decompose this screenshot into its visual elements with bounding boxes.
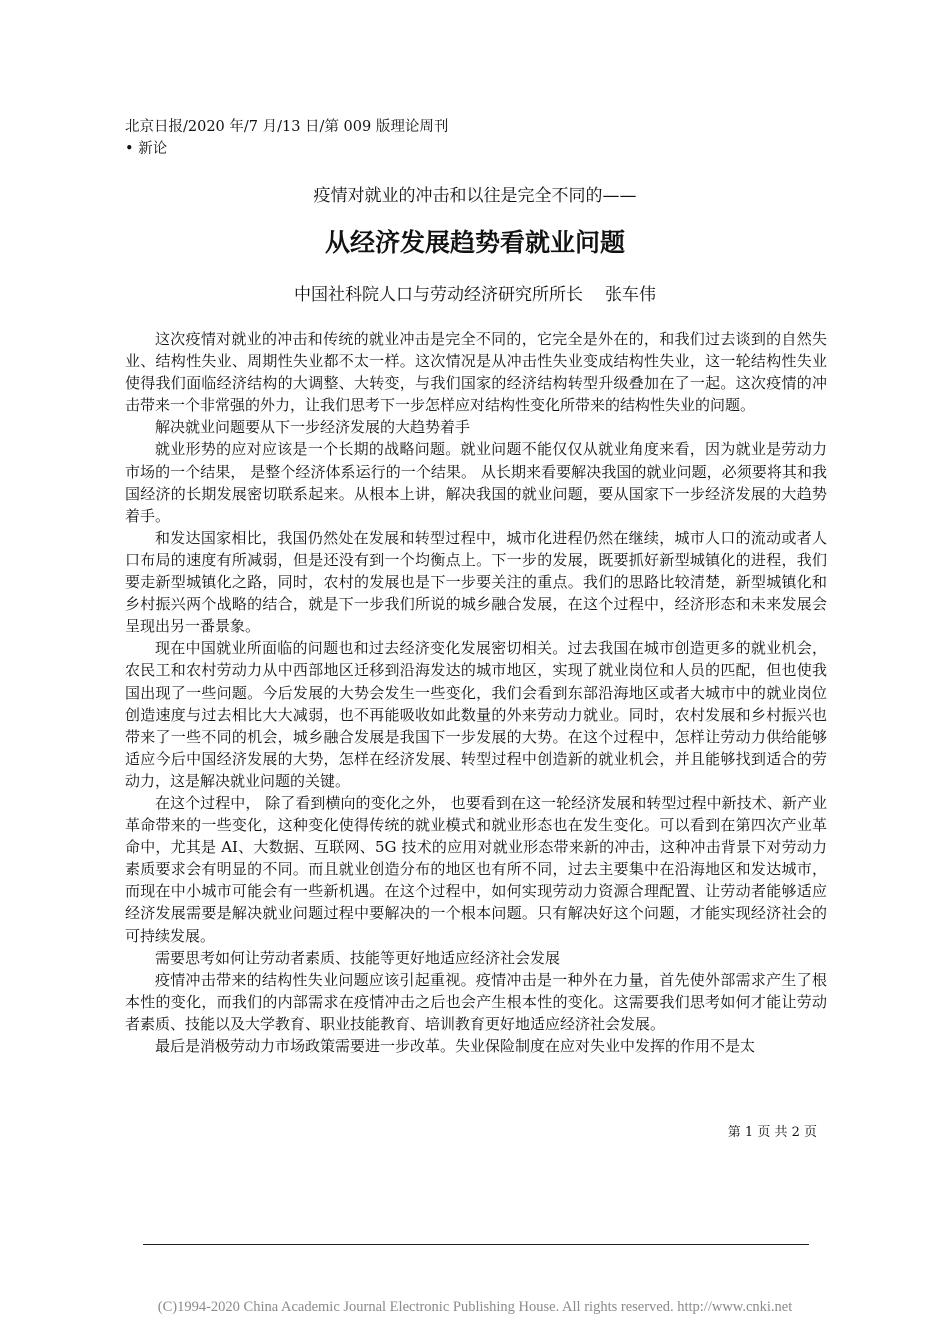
section-heading: 需要思考如何让劳动者素质、技能等更好地适应经济社会发展 xyxy=(155,948,561,967)
paragraph: 和发达国家相比，我国仍然处在发展和转型过程中，城市化进程仍然在继续，城市人口的流动或者人口布局的速度有所减弱，但是还没有到一个均衡点上。下一步的发展，既要抓好新型城镇化的进程，我们要走新型城镇化之路，同时，农村的发展也是下一步要关注的重点。我们的思路比较清楚，新型城镇化和乡村振兴两个战略的结合，就是下一步我们所说的城乡融合发展，在这个过程中，经济形态和未来发展会呈现出另一番景象。 xyxy=(125,528,827,636)
footer-divider xyxy=(143,1244,809,1245)
paragraph: 疫情冲击带来的结构性失业问题应该引起重视。疫情冲击是一种外在力量，首先使外部需求产生了根本性的变化，而我们的内部需求在疫情冲击之后也会产生根本性的变化。这需要我们思考如何才能让劳动者素质、技能以及大学教育、职业技能教育、培训教育更好地适应经济社会发展。 xyxy=(125,970,827,1033)
paragraph: 这次疫情对就业的冲击和传统的就业冲击是完全不同的，它完全是外在的，和我们过去谈到的自然失业、结构性失业、周期性失业都不太一样。这次情况是从冲击性失业变成结构性失业，这一轮结构性失业使得我们面临经济结构的大调整、大转变，与我们国家的经济结构转型升级叠加在了一起。这次疫情的冲击带来一个非常强的外力，让我们思考下一步怎样应对结构性变化所带来的结构性失业的问题。 xyxy=(125,330,827,415)
author-affiliation: 中国社科院人口与劳动经济研究所所长 xyxy=(294,285,583,305)
source-citation: 北京日报/2020 年/7 月/13 日/第 009 版理论周刊 • 新论 xyxy=(125,119,449,157)
page-number: 第 1 页 共 2 页 xyxy=(727,1125,817,1140)
paragraph: 就业形势的应对应该是一个长期的战略问题。就业问题不能仅仅从就业角度来看，因为就业是劳动力市场的一个结果， 是整个经济体系运行的一个结果。 从长期来看要解决我国的就业问题，必须要将其和我国经济的长期发展密切联系起来。从根本上讲，解决我国的就业问题，要从国家下一步经济发展的大趋势着手。 xyxy=(125,440,827,525)
section-heading: 解决就业问题要从下一步经济发展的大趋势着手 xyxy=(155,418,471,437)
article-title: 从经济发展趋势看就业问题 xyxy=(324,228,625,257)
copyright-notice: (C)1994-2020 China Academic Journal Electronic Publishing House. All rights reserved. http://www.cnki.net xyxy=(157,1299,793,1315)
article-subtitle: 疫情对就业的冲击和以往是完全不同的—— xyxy=(313,186,637,206)
article-body xyxy=(125,328,827,1057)
paragraph: 最后是消极劳动力市场政策需要进一步改革。失业保险制度在应对失业中发挥的作用不是太 xyxy=(155,1037,756,1055)
paragraph: 在这个过程中， 除了看到横向的变化之外， 也要看到在这一轮经济发展和转型过程中新技术、新产业革命带来的一些变化，这种变化使得传统的就业模式和就业形态也在发生变化。可以看到在第四次产业革命中，尤其是 AI、大数据、互联网、5G 技术的应用对就业形态带来新的冲击，这种冲击背景下对劳动力素质要求会有明显的不同。而且就业创造分布的地区也有所不同，过去主要集中在沿海地区和发达城市，而现在中小城市可能会有一些新机遇。在这个过程中，如何实现劳动力资源合理配置、让劳动者能够适应经济发展需要是解决就业问题过程中要解决的一个根本问题。只有解决好这个问题，才能实现经济社会的可持续发展。 xyxy=(125,793,827,945)
paragraph: 现在中国就业所面临的问题也和过去经济变化发展密切相关。过去我国在城市创造更多的就业机会，农民工和农村劳动力从中西部地区迁移到沿海发达的城市地区，实现了就业岗位和人员的匹配，但也使我国出现了一些问题。今后发展的大势会发生一些变化，我们会看到东部沿海地区或者大城市中的就业岗位创造速度与过去相比大大减弱，也不再能吸收如此数量的外来劳动力就业。同时，农村发展和乡村振兴也带来了一些不同的机会，城乡融合发展是我国下一步发展的大势。在这个过程中，怎样让劳动力供给能够适应今后中国经济发展的大势，怎样在经济发展、转型过程中创造新的就业机会，并且能够找到适合的劳动力，这是解决就业问题的关键。 xyxy=(125,639,827,790)
author-name: 张车伟 xyxy=(605,285,656,305)
author-line xyxy=(0,283,950,307)
